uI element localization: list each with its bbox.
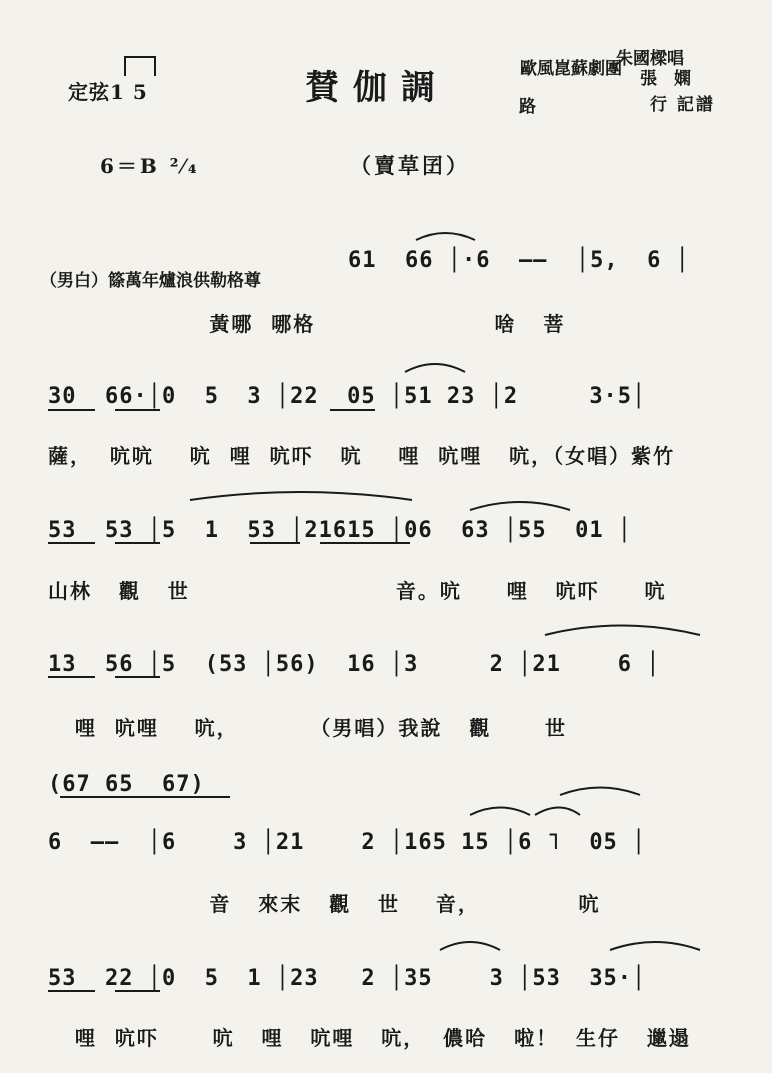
- lyric-row-4: 哩 吭哩 吭， （男唱）我說 觀 世: [48, 716, 568, 740]
- notation-row-2: 30 66·│0 5 3 │22 05 │51 23 │2 3·5│: [48, 384, 647, 409]
- slur-mark: [440, 942, 500, 950]
- lyric-row-6: 音 來末 觀 世 音， 吭: [48, 892, 601, 916]
- tuning-label: 定弦1 5: [68, 80, 148, 104]
- lyric-row-1: 黃哪 哪格 啥 菩: [48, 312, 566, 336]
- page-title: 賛伽調: [305, 68, 449, 108]
- notation-row-4: 13 56 │5 (53 │56) 16 │3 2 │21 6 │: [48, 652, 661, 677]
- transcriber-credit-b: 行 記譜: [650, 95, 715, 115]
- lyric-row-2: 薩， 吭吭 吭 哩 吭吓 吭 哩 吭哩 吭，（女唱）紫竹: [48, 444, 676, 468]
- slur-mark: [470, 502, 570, 510]
- notation-row-6: 6 —— │6 3 │21 2 │165 15 │6 ˥ 05 │: [48, 830, 647, 855]
- notation-row-3: 53 53 │5 1 53 │21615 │06 63 │55 01 │: [48, 518, 633, 543]
- transcriber-credit-a: 路: [519, 97, 536, 117]
- key-signature: 6＝B ²⁄₄: [100, 154, 200, 178]
- lyric-row-7: 哩 吭吓 吭 哩 吭哩 吭， 儂哈 啦！ 生仔 邋遢: [48, 1026, 691, 1050]
- slur-mark: [405, 364, 465, 372]
- notation-row-1: 61 66 │·6 —— │5, 6 │: [348, 248, 690, 273]
- slur-mark: [610, 942, 700, 950]
- slur-mark: [560, 788, 640, 796]
- notation-row-5: (67 65 67): [48, 772, 205, 797]
- tune-subtitle: （賣草囝）: [350, 153, 470, 178]
- slur-mark: [535, 808, 580, 816]
- tuning-bracket: [124, 56, 156, 76]
- notation-row-7: 53 22 │0 5 1 │23 2 │35 3 │53 35·│: [48, 966, 647, 991]
- slur-mark: [416, 233, 475, 240]
- spoken-intro: （男白）篨萬年爐浪供勒格尊: [40, 271, 261, 291]
- slur-mark: [470, 808, 530, 816]
- lyric-row-3: 山林 觀 世 音。吭 哩 吭吓 吭: [48, 579, 667, 603]
- singer-credit-top: 朱國樑唱: [616, 49, 684, 69]
- slur-mark: [190, 492, 412, 500]
- troupe-credit: 歐風崑蘇劇團: [520, 59, 622, 79]
- singer-credit-bottom: 張 嫻: [640, 69, 691, 89]
- slur-mark: [545, 626, 700, 636]
